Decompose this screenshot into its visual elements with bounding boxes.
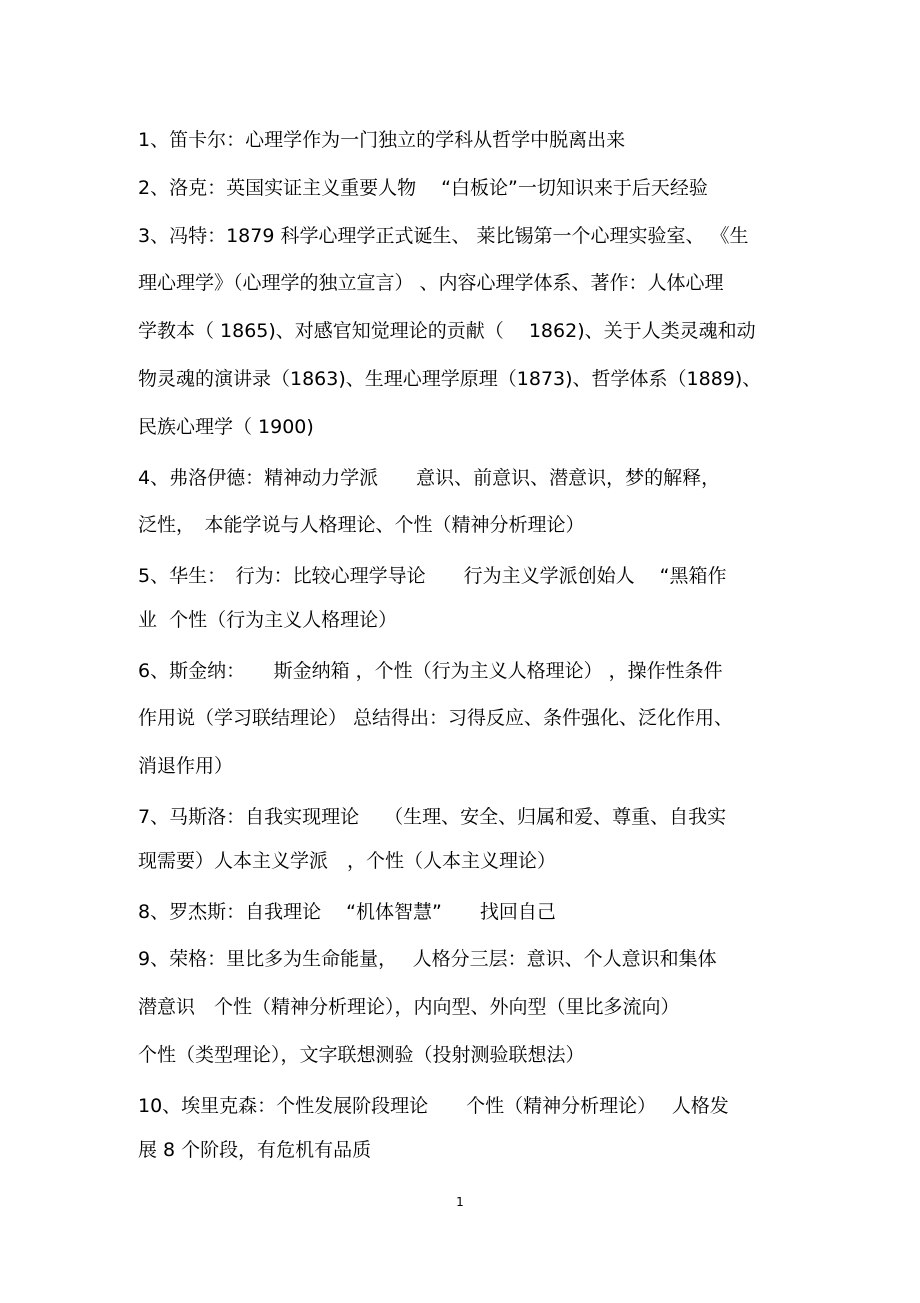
text-line: 7、马斯洛：自我实现理论 （生理、安全、归属和爱、尊重、自我实 (138, 806, 727, 828)
text-line: 展 8 个阶段，有危机有品质 (138, 1139, 372, 1161)
text-line: 5、华生： 行为：比较心理学导论 行为主义学派创始人 “黑箱作 (138, 565, 727, 587)
text-line: 6、斯金纳： 斯金纳箱 ，个性（行为主义人格理论） ，操作性条件 (138, 660, 723, 682)
text-line: 泛性， 本能学说与人格理论、个性（精神分析理论） (138, 514, 585, 536)
text-line: 作用说（学习联结理论） 总结得出：习得反应、条件强化、泛化作用、 (138, 707, 734, 729)
text-line: 物灵魂的演讲录（1863)、生理心理学原理（1873)、哲学体系（1889)、 (138, 368, 762, 390)
text-line: 9、荣格：里比多为生命能量， 人格分三层：意识、个人意识和集体 (138, 948, 717, 970)
text-line: 现需要）人本主义学派 ，个性（人本主义理论） (138, 850, 557, 872)
text-line: 民族心理学（ 1900) (138, 416, 314, 438)
text-line: 8、罗杰斯：自我理论 “机体智慧” 找回自己 (138, 901, 556, 923)
text-line: 个性（类型理论），文字联想测验（投射测验联想法） (138, 1044, 585, 1066)
text-line: 潜意识 个性（精神分析理论），内向型、外向型（里比多流向） (138, 996, 680, 1018)
text-line: 学教本（ 1865)、对感官知觉理论的贡献（ 1862)、关于人类灵魂和动 (138, 320, 756, 342)
text-line: 业 个性（行为主义人格理论） (138, 609, 398, 631)
text-line: 消退作用） (138, 755, 234, 777)
text-line: 3、冯特：1879 科学心理学正式诞生、 莱比锡第一个心理实验室、 《生 (138, 225, 749, 247)
text-line: 2、洛克：英国实证主义重要人物 “白板论”一切知识来于后天经验 (138, 177, 708, 199)
text-line: 10、埃里克森：个性发展阶段理论 个性（精神分析理论） 人格发 (138, 1095, 729, 1117)
text-line: 4、弗洛伊德：精神动力学派 意识、前意识、潜意识，梦的解释， (138, 467, 721, 489)
page-number: 1 (456, 1195, 464, 1209)
text-line: 理心理学》（心理学的独立宣言） 、内容心理学体系、著作：人体心理 (138, 272, 724, 294)
text-line: 1、笛卡尔：心理学作为一门独立的学科从哲学中脱离出来 (138, 129, 626, 151)
